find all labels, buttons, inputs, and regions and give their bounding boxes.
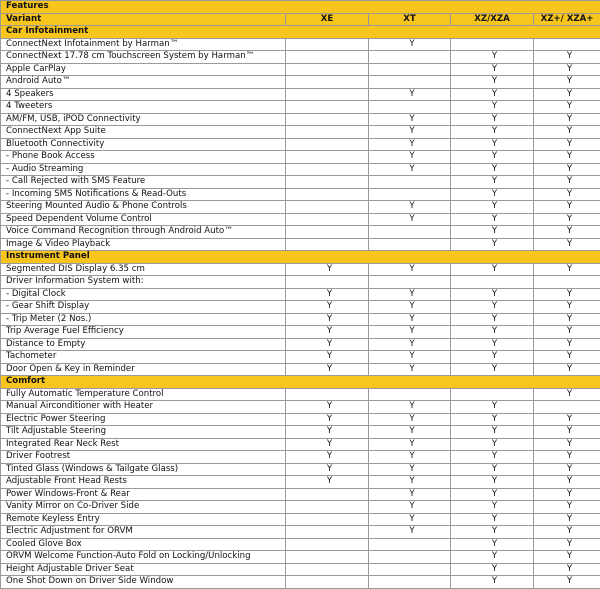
availability-cell: Y [534,326,600,339]
availability-cell: Y [451,63,534,76]
feature-row [1,388,600,401]
availability-cell [369,76,451,89]
feature-name: - Phone Book Access [1,151,286,164]
availability-cell: Y [451,301,534,314]
availability-cell: Y [451,338,534,351]
feature-name: Cooled Glove Box [1,538,286,551]
feature-row [1,338,600,351]
availability-cell: Y [369,351,451,364]
availability-cell: Y [286,351,369,364]
availability-cell: Y [451,501,534,514]
availability-cell: Y [534,76,600,89]
feature-name: Tachometer [1,351,286,364]
feature-row [1,501,600,514]
feature-name: Image & Video Playback [1,238,286,251]
feature-row [1,538,600,551]
availability-cell: Y [534,176,600,189]
availability-cell: Y [451,463,534,476]
feature-name: AM/FM, USB, iPOD Connectivity [1,113,286,126]
availability-cell [369,188,451,201]
availability-cell [286,101,369,114]
feature-name: Remote Keyless Entry [1,513,286,526]
availability-cell: Y [369,326,451,339]
feature-name: Steering Mounted Audio & Phone Controls [1,201,286,214]
availability-cell: Y [369,201,451,214]
availability-cell: Y [534,426,600,439]
availability-cell [286,138,369,151]
feature-row [1,463,600,476]
feature-row [1,63,600,76]
column-xt: XT [369,13,451,26]
feature-name: ORVM Welcome Function-Auto Fold on Locking/Unlocking [1,551,286,564]
feature-row [1,563,600,576]
availability-cell [286,276,369,289]
availability-cell: Y [286,438,369,451]
feature-row [1,263,600,276]
availability-cell: Y [451,426,534,439]
availability-cell: Y [286,363,369,376]
availability-cell [286,513,369,526]
availability-cell: Y [286,476,369,489]
availability-cell [369,563,451,576]
availability-cell: Y [369,213,451,226]
feature-row [1,276,600,289]
feature-name: 4 Tweeters [1,101,286,114]
feature-row [1,326,600,339]
availability-cell: Y [534,163,600,176]
availability-cell: Y [534,101,600,114]
features-banner-row [1,1,600,14]
feature-name: Voice Command Recognition through Android Auto™ [1,226,286,239]
availability-cell [286,51,369,64]
availability-cell: Y [369,138,451,151]
feature-row [1,163,600,176]
feature-row [1,238,600,251]
availability-cell: Y [534,188,600,201]
availability-cell [369,63,451,76]
availability-cell: Y [451,551,534,564]
availability-cell: Y [451,563,534,576]
feature-name: - Gear Shift Display [1,301,286,314]
availability-cell: Y [286,263,369,276]
availability-cell: Y [451,538,534,551]
availability-cell: Y [534,551,600,564]
availability-cell [286,501,369,514]
availability-cell: Y [534,288,600,301]
availability-cell: Y [451,451,534,464]
feature-row [1,213,600,226]
availability-cell: Y [534,88,600,101]
availability-cell [369,576,451,589]
availability-cell: Y [534,338,600,351]
availability-cell: Y [286,413,369,426]
availability-cell: Y [451,288,534,301]
availability-cell [286,151,369,164]
feature-row [1,351,600,364]
availability-cell: Y [451,188,534,201]
availability-cell [369,101,451,114]
availability-cell: Y [534,526,600,539]
availability-cell: Y [451,401,534,414]
feature-name: Manual Airconditioner with Heater [1,401,286,414]
feature-row [1,88,600,101]
availability-cell: Y [451,201,534,214]
feature-row [1,151,600,164]
feature-row [1,101,600,114]
feature-name: Electric Adjustment for ORVM [1,526,286,539]
availability-cell [286,38,369,51]
availability-cell: Y [534,538,600,551]
feature-row [1,551,600,564]
availability-cell: Y [286,451,369,464]
availability-cell [286,388,369,401]
feature-row [1,476,600,489]
feature-name: - Audio Streaming [1,163,286,176]
feature-name: Driver Information System with: [1,276,286,289]
availability-cell: Y [534,388,600,401]
feature-row [1,413,600,426]
availability-cell: Y [369,163,451,176]
availability-cell [534,276,600,289]
availability-cell: Y [369,501,451,514]
feature-row [1,176,600,189]
availability-cell [286,226,369,239]
availability-cell: Y [534,488,600,501]
availability-cell: Y [286,338,369,351]
availability-cell: Y [451,488,534,501]
features-body [1,26,600,589]
availability-cell: Y [451,101,534,114]
availability-cell [451,388,534,401]
feature-row [1,113,600,126]
availability-cell: Y [451,113,534,126]
availability-cell [369,176,451,189]
availability-cell: Y [534,438,600,451]
availability-cell: Y [451,238,534,251]
availability-cell: Y [369,126,451,139]
availability-cell: Y [369,476,451,489]
availability-cell: Y [451,363,534,376]
availability-cell [286,213,369,226]
availability-cell: Y [451,51,534,64]
availability-cell [286,201,369,214]
availability-cell: Y [451,126,534,139]
availability-cell: Y [451,76,534,89]
feature-name: Driver Footrest [1,451,286,464]
availability-cell: Y [369,488,451,501]
availability-cell: Y [286,326,369,339]
section-row [1,251,600,264]
availability-cell: Y [369,463,451,476]
availability-cell [286,176,369,189]
availability-cell: Y [369,526,451,539]
availability-cell: Y [534,476,600,489]
availability-cell: Y [369,88,451,101]
feature-name: Integrated Rear Neck Rest [1,438,286,451]
availability-cell: Y [451,513,534,526]
variant-label: Variant [1,13,286,26]
availability-cell: Y [451,413,534,426]
availability-cell: Y [451,313,534,326]
availability-cell: Y [369,301,451,314]
feature-row [1,226,600,239]
feature-name: ConnectNext Infotainment by Harman™ [1,38,286,51]
feature-row [1,513,600,526]
availability-cell: Y [369,151,451,164]
availability-cell: Y [369,426,451,439]
availability-cell: Y [534,51,600,64]
availability-cell [286,576,369,589]
availability-cell: Y [286,313,369,326]
availability-cell: Y [369,338,451,351]
availability-cell: Y [534,301,600,314]
availability-cell [369,276,451,289]
feature-row [1,51,600,64]
feature-name: Electric Power Steering [1,413,286,426]
variant-header-row [1,13,600,26]
feature-row [1,313,600,326]
section-title: Comfort [1,376,600,389]
availability-cell [369,51,451,64]
feature-row [1,201,600,214]
availability-cell: Y [534,576,600,589]
availability-cell [451,276,534,289]
availability-cell: Y [451,213,534,226]
feature-name: - Incoming SMS Notifications & Read-Outs [1,188,286,201]
section-row [1,26,600,39]
availability-cell [369,226,451,239]
availability-cell: Y [534,463,600,476]
feature-row [1,126,600,139]
availability-cell [286,163,369,176]
availability-cell [286,188,369,201]
availability-cell: Y [534,126,600,139]
availability-cell: Y [451,576,534,589]
availability-cell: Y [534,226,600,239]
availability-cell: Y [534,513,600,526]
feature-name: Android Auto™ [1,76,286,89]
section-title: Instrument Panel [1,251,600,264]
column-xz-xza: XZ/XZA [451,13,534,26]
availability-cell: Y [451,351,534,364]
availability-cell [286,563,369,576]
availability-cell: Y [286,463,369,476]
feature-name: Power Windows-Front & Rear [1,488,286,501]
feature-row [1,301,600,314]
availability-cell: Y [534,238,600,251]
availability-cell [369,551,451,564]
feature-row [1,526,600,539]
feature-name: Tinted Glass (Windows & Tailgate Glass) [1,463,286,476]
feature-name: Door Open & Key in Reminder [1,363,286,376]
feature-name: Bluetooth Connectivity [1,138,286,151]
availability-cell: Y [369,413,451,426]
availability-cell [451,38,534,51]
availability-cell: Y [534,151,600,164]
availability-cell [369,238,451,251]
availability-cell: Y [451,263,534,276]
availability-cell: Y [286,426,369,439]
availability-cell: Y [369,38,451,51]
availability-cell [286,238,369,251]
availability-cell: Y [369,313,451,326]
feature-row [1,488,600,501]
availability-cell: Y [286,288,369,301]
availability-cell: Y [534,363,600,376]
availability-cell: Y [369,363,451,376]
feature-name: - Digital Clock [1,288,286,301]
availability-cell: Y [369,513,451,526]
feature-name: Trip Average Fuel Efficiency [1,326,286,339]
feature-row [1,188,600,201]
feature-row [1,401,600,414]
feature-name: - Call Rejected with SMS Feature [1,176,286,189]
availability-cell [369,388,451,401]
availability-cell: Y [451,326,534,339]
feature-name: ConnectNext App Suite [1,126,286,139]
availability-cell: Y [369,438,451,451]
availability-cell: Y [534,113,600,126]
availability-cell: Y [534,313,600,326]
availability-cell: Y [534,138,600,151]
feature-name: Distance to Empty [1,338,286,351]
availability-cell: Y [369,288,451,301]
availability-cell [534,38,600,51]
availability-cell: Y [534,451,600,464]
feature-row [1,138,600,151]
section-row [1,376,600,389]
availability-cell: Y [451,176,534,189]
availability-cell: Y [534,351,600,364]
availability-cell [286,113,369,126]
availability-cell: Y [369,451,451,464]
availability-cell [286,551,369,564]
feature-name: One Shot Down on Driver Side Window [1,576,286,589]
availability-cell: Y [451,476,534,489]
availability-cell: Y [451,163,534,176]
feature-name: Segmented DIS Display 6.35 cm [1,263,286,276]
availability-cell: Y [534,563,600,576]
feature-name: 4 Speakers [1,88,286,101]
availability-cell: Y [451,138,534,151]
availability-cell: Y [286,401,369,414]
feature-row [1,438,600,451]
availability-cell [286,488,369,501]
feature-name: Apple CarPlay [1,63,286,76]
feature-row [1,76,600,89]
availability-cell: Y [534,201,600,214]
feature-row [1,426,600,439]
feature-row [1,451,600,464]
availability-cell [286,126,369,139]
availability-cell [286,526,369,539]
column-xzplus-xzaplus: XZ+/ XZA+ [534,13,600,26]
availability-cell [286,63,369,76]
availability-cell: Y [286,301,369,314]
feature-row [1,288,600,301]
feature-name: Fully Automatic Temperature Control [1,388,286,401]
feature-name: ConnectNext 17.78 cm Touchscreen System by Harman™ [1,51,286,64]
availability-cell [534,401,600,414]
availability-cell: Y [451,226,534,239]
availability-cell [286,88,369,101]
availability-cell [369,538,451,551]
availability-cell: Y [534,413,600,426]
availability-cell: Y [369,401,451,414]
feature-name: Height Adjustable Driver Seat [1,563,286,576]
availability-cell: Y [451,526,534,539]
availability-cell: Y [451,88,534,101]
availability-cell: Y [534,213,600,226]
availability-cell [286,76,369,89]
feature-name: Adjustable Front Head Rests [1,476,286,489]
section-title: Car Infotainment [1,26,600,39]
features-banner: Features [1,1,600,14]
availability-cell: Y [534,63,600,76]
feature-row [1,38,600,51]
availability-cell [286,538,369,551]
feature-name: - Trip Meter (2 Nos.) [1,313,286,326]
availability-cell: Y [534,263,600,276]
feature-row [1,363,600,376]
availability-cell: Y [534,501,600,514]
availability-cell: Y [369,263,451,276]
feature-row [1,576,600,589]
availability-cell: Y [369,113,451,126]
feature-name: Tilt Adjustable Steering [1,426,286,439]
availability-cell: Y [451,438,534,451]
availability-cell: Y [451,151,534,164]
feature-name: Speed Dependent Volume Control [1,213,286,226]
column-xe: XE [286,13,369,26]
feature-name: Vanity Mirror on Co-Driver Side [1,501,286,514]
